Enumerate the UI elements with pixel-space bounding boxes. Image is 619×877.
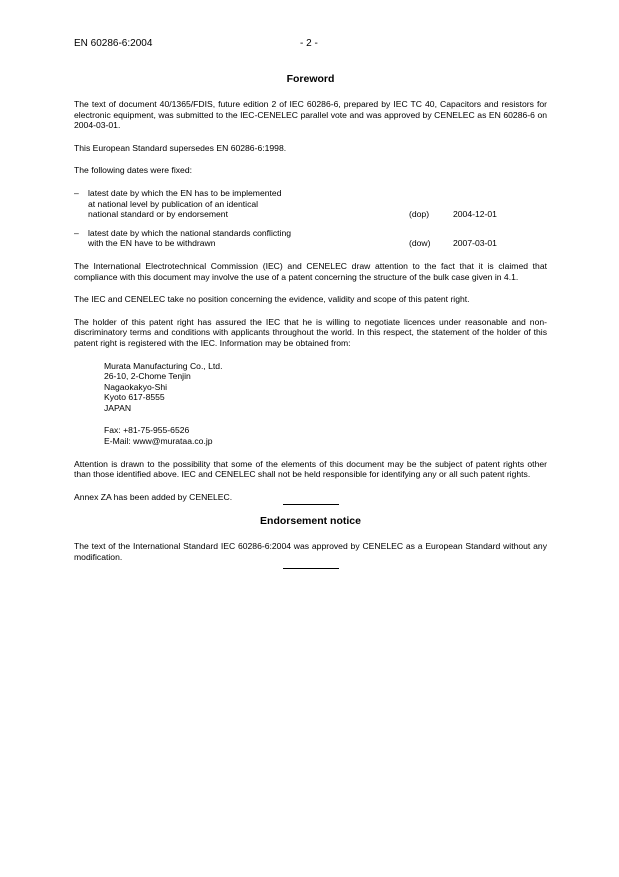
address-line: Murata Manufacturing Co., Ltd. <box>104 360 223 371</box>
foreword-paragraph-supersedes: This European Standard supersedes EN 60286-6:1998. <box>74 142 287 153</box>
document-id: EN 60286-6:2004 <box>74 38 153 49</box>
foreword-paragraph-patent-holder: The holder of this patent right has assured the IEC that he is willing to negotiate licences under reasonable and non-discriminatory terms and conditions with applicants throughout the world. In this respect, the statement of the holder of this patent right is registered with the IEC. Information may be obtained from: <box>74 316 547 348</box>
date-item-dop <box>74 188 547 220</box>
page-number: - 2 - <box>300 38 318 49</box>
address-line: JAPAN <box>104 402 132 413</box>
date-description: latest date by which the national standards conflicting with the EN have to be withdrawn <box>88 227 292 249</box>
patent-holder-address <box>104 361 547 414</box>
endorsement-heading: Endorsement notice <box>260 515 361 528</box>
fax-number: Fax: +81-75-955-6526 <box>104 425 190 436</box>
dates-list <box>74 188 547 249</box>
date-item-dow <box>74 228 547 249</box>
email-address: E-Mail: www@murataa.co.jp <box>104 436 213 447</box>
address-line: Kyoto 617-8555 <box>104 392 165 403</box>
list-dash: – <box>74 227 79 238</box>
patent-holder-contact <box>104 425 547 446</box>
foreword-heading: Foreword <box>286 73 335 85</box>
address-line: Nagaokakyo-Shi <box>104 381 168 392</box>
section-divider <box>283 568 339 569</box>
foreword-paragraph-other-patents: Attention is drawn to the possibility that some of the elements of this document may be the subject of patent rights other than those identified above. IEC and CENELEC shall not be held responsible for identifying any or all such patent rights. <box>74 458 547 480</box>
foreword-paragraph-approval: The text of document 40/1365/FDIS, future edition 2 of IEC 60286-6, prepared by IEC TC 40, Capacitors and resistors for electronic equipment, was submitted to the IEC-CENELEC parallel vote and was approved by CENELEC as EN 60286-6 on 2004-03-01. <box>74 99 547 131</box>
endorsement-paragraph: The text of the International Standard IEC 60286-6:2004 was approved by CENELEC as a European Standard without any modification. <box>74 541 547 563</box>
date-value: 2004-12-01 <box>453 209 497 220</box>
date-abbreviation: (dow) <box>409 238 431 249</box>
date-abbreviation: (dop) <box>409 209 430 220</box>
document-page <box>74 37 547 569</box>
foreword-paragraph-patent-attention: The International Electrotechnical Commission (IEC) and CENELEC draw attention to the fact that it is claimed that compliance with this document may involve the use of a patent concerning the structure of the bulk case given in 4.1. <box>74 260 547 282</box>
foreword-paragraph-dates-intro: The following dates were fixed: <box>74 165 192 176</box>
date-description: latest date by which the EN has to be implemented at national level by publication of an identical national standard or by endorsement <box>88 187 282 220</box>
running-header <box>74 37 547 51</box>
foreword-paragraph-patent-position: The IEC and CENELEC take no position concerning the evidence, validity and scope of this patent right. <box>74 294 470 305</box>
foreword-paragraph-annex: Annex ZA has been added by CENELEC. <box>74 491 233 502</box>
list-dash: – <box>74 187 79 198</box>
section-divider <box>283 504 339 505</box>
date-value: 2007-03-01 <box>453 238 497 249</box>
address-line: 26-10, 2-Chome Tenjin <box>104 371 191 382</box>
